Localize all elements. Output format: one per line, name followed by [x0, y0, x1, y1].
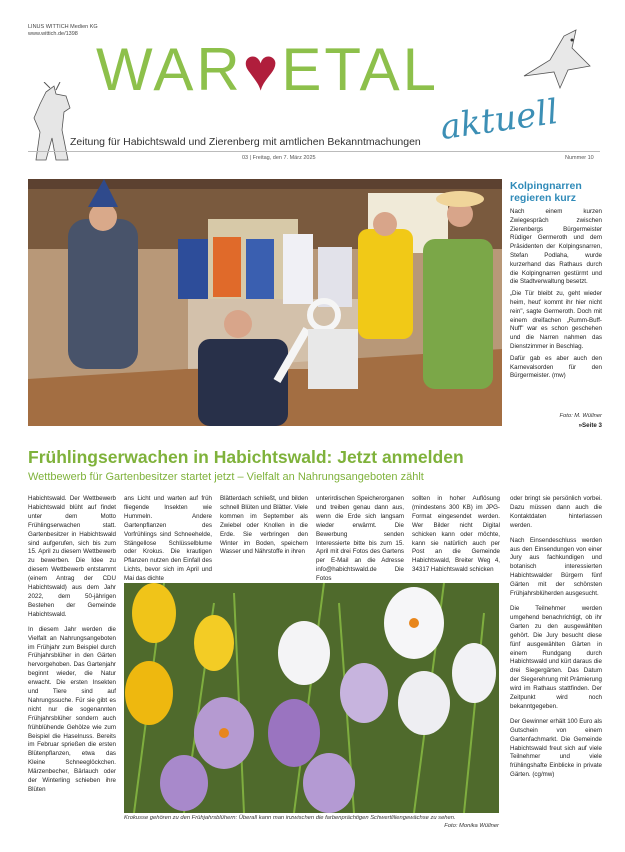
- divider: [28, 151, 600, 152]
- article-paragraph: Die Teilnehmer werden umgehend benachrichtigt, ob ihr Garten zu den ausgewählten gehört. Die Jury besucht diese fünf ausgewählten Gärten in einem Rundgang durch Habichtswald und kürt daraus die drei Siegergärten. Das Datum der Siegerehrung mit Prämierung wird im Rathaus stattfinden. Der Zeitpunkt wird noch bekanntgegeben.: [510, 604, 602, 710]
- article-column-6: [510, 495, 602, 786]
- article-column-1: [28, 495, 116, 801]
- photo-credit: Foto: M. Wüllner: [559, 413, 602, 419]
- article-subheadline: Wettbewerb für Gartenbesitzer startet jetzt – Vielfalt an Nahrungsangeboten zählt: [28, 471, 424, 483]
- article-paragraph: oder bringt sie persönlich vorbei. Dazu müssen dann auch die Kontaktdaten hinterlassen werden.: [510, 495, 602, 529]
- masthead-title: [96, 36, 439, 103]
- caption-text: Krokusse gehören zu den Frühjahrsblühern: Überall kann man inzwischen die farbenprächtigen Schwertliliengewächse zu sehen.: [124, 815, 456, 821]
- article-column-2: ans Licht und warten auf früh fliegende Insekten wie Hummeln. Andere Gartenpflanzen des Vorfrühlings sind Schneehelde, Stängellose Schlüsselblume oder Krokus. Die krautigen Pflanzen nutzen den Einfall des Lichts, bevor sich im April und Mai das dichte: [124, 495, 212, 583]
- masthead-subtitle: Zeitung für Habichtswald und Zierenberg mit amtlichen Bekanntmachungen: [70, 136, 421, 148]
- masthead-title-right: ETAL: [281, 36, 439, 103]
- sidebar-headline: Kolpingnarren regieren kurz: [510, 180, 582, 204]
- sidebar-paragraph: Nach einem kurzen Zwiegespräch zwischen Zierenbergs Bürgermeister Rüdiger Germeroth und dem Präsidenten der Kolpingsnarren, Stefan Podlaha, wurde kurzerhand das Rathaus durch die Kolpingnarren gestürmt und die Stadtverwaltung besetzt.: [510, 208, 602, 286]
- article-column-3: Blätterdach schließt, und bilden schnell Blüten und Blätter. Viele kommen im September als Zwiebel oder Knollen in die Erde. Sie verbringen den Winter im Boden, speichern Wasser und Nährstoffe in ihren: [220, 495, 308, 556]
- article-paragraph: In diesem Jahr werden die Vielfalt an Nahrungsangeboten im Frühjahr zum Beispiel durch Frühjahrsblüher in den Gärten hervorgehoben. Das Gartenjahr beginnt wieder, die Natur erwacht. Die ersten Insekten und Tiere sind auf Nahrungssuche. Für sie gibt es nicht nur die sogenannten Frühjahrsblüher sondern auch frühblühende Gehölze wie zum Beispiel die Haselnuss. Bereits im Februar sprießen die ersten Blütenpflanzen, etwa das Kleine Schneeglöckchen. Märzenbecher, Bärlauch oder der Winterling schieben ihre Blüten: [28, 625, 116, 793]
- article-column-5: sollten in hoher Auflösung (mindestens 300 KB) im JPG-Format eingesendet werden. Wer Bilder nicht Digital schicken kann oder möchte, kann sie natürlich auch per Post an die Gemeinde Habichtswald, Breiter Weg 4, 34317 Habichtswald schicken: [412, 495, 500, 574]
- masthead-title-left: WAR: [96, 36, 243, 103]
- publisher-name: LINUS WITTICH Medien KG: [28, 24, 98, 30]
- page-reference-link[interactable]: »Seite 3: [578, 422, 602, 429]
- sidebar-paragraph: „Die Tür bleibt zu, geht wieder heim, heut' kommt ihr hier nicht rein", sagte Germeroth. Doch mit einem dreifachen „Rumm-Buff-Nuff" war es schon geschehen und die Narren nahmen das Dienstzimmer in Beschlag.: [510, 290, 602, 350]
- article-column-4: unterirdischen Speicherorganen und treiben genau dann aus, wenn die Erde sich langsam wieder erwärmt. Die Bewerbung senden Interessierte bitte bis zum 15. April mit drei Fotos des Gartens per E-Mail an die Adresse info@habichtswald.de Die Fotos: [316, 495, 404, 583]
- publisher-url: www.wittich.de/1398: [28, 31, 78, 37]
- issue-number: Nummer 10: [565, 155, 594, 161]
- photo-caption: [124, 815, 499, 830]
- masthead-script: aktuell: [437, 91, 561, 149]
- heart-icon: ♥: [242, 36, 282, 103]
- goat-illustration-icon: [26, 82, 86, 162]
- issue-meta: 03 | Freitag, den 7. März 2025: [242, 155, 316, 161]
- hawk-illustration-icon: [520, 26, 596, 96]
- kolpingnarren-photo: [28, 179, 502, 426]
- article-headline: Frühlingserwachen in Habichtswald: Jetzt anmelden: [28, 447, 464, 467]
- caption-credit: Foto: Monika Wüllner: [444, 822, 499, 829]
- publisher-info: [28, 24, 98, 38]
- article-paragraph: Habichtswald. Der Wettbewerb Habichtswald blüht auf findet unter dem Motto Frühlingserwachen statt. Gartenbesitzer in Habichtswald sind aufgerufen, sich bis zum 15. April zu diesem Wettbewerb zu bewerben. Die Idee zu diesem Wettbewerb entstammt (einem Antrag der CDU Habichtswald) aus dem Jahr 2022, dem 50-jährigen Bestehen der Gemeinde Habichtswald.: [28, 495, 116, 618]
- crocus-photo: [124, 583, 499, 813]
- sidebar-paragraph: Dafür gab es aber auch den Karnevalsorden für den Bürgermeister. (mw): [510, 354, 602, 380]
- article-paragraph: Der Gewinner erhält 100 Euro als Gutschein von einem Gartenfachmarkt. Die Gemeinde Habichtswald freut sich auf viele Teilnehmer und viele frühlingshafte Einblicke in private Gärten. (cg/mw): [510, 717, 602, 779]
- sidebar-body: [510, 208, 602, 384]
- article-paragraph: Nach Einsendeschluss werden aus den Einsendungen von einer Jury aus fachkundigen und botanisch interessierten Habichtswalder Bürgern fünf Gärten mit der schönsten Frühjahrsblüherden ausgesucht.: [510, 536, 602, 598]
